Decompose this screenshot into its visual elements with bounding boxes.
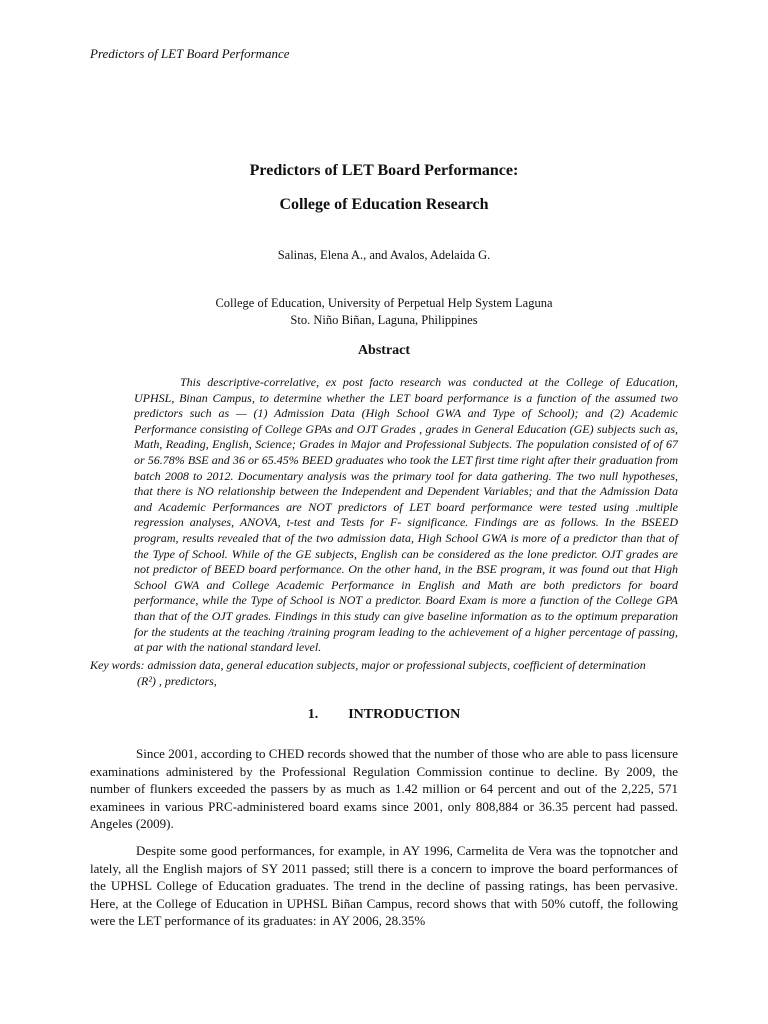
affiliation-line-1: College of Education, University of Perpetual Help System Laguna — [215, 296, 553, 310]
keywords — [90, 657, 690, 689]
section-heading — [0, 707, 768, 723]
paragraph-text: Since 2001, according to CHED records showed that the number of those who are able to pass licensure examinations administered by the Professional Regulation Commission continue to decline. By 2009, the number of flunkers exceeded the passers by as much as 1.42 million or 64 percent and out of the 2,225, 571 examinees in various PRC-administered board exams since 2001, only 808,884 or 36.35 percent had passed. Angeles (2009). — [90, 746, 678, 832]
abstract-text: This descriptive-correlative, ex post facto research was conducted at the College of Education, UPHSL, Binan Campus, to determine whether the LET board performance is a function of the assumed two predictors such as — (1) Admission Data (High School GWA and Type of School); and (2) Academic Performance consisting of College GPAs and OJT Grades , grades in General Education (GE) subjects such as, Math, Reading, English, Science; Grades in Major and Professional Subjects. The population consisted of of 67 or 56.78% BSE and 36 or 65.45% BEED graduates who took the LET first time right after their graduation from batch 2008 to 2012. Documentary analysis was the primary tool for data gathering. The two null hypotheses, that there is NO relationship between the Independent and Dependent Variables; and that the Admission Data and Academic Performances are NOT predictors of LET board performance were tested using .multiple regression analyses, ANOVA, t-test and Tests for F- significance. Findings are as follows. In the BSEED program, results revealed that of the two admission data, High School GWA is more of a predictor than that of the Type of School. While of the GE subjects, English can be considered as the lone predictor. OJT grades are not predictor of BEED board performance. On the other hand, in the BSE program, it was found out that High School GWA and College Academic Performance in English and Math are both predictors for board performance, while the Type of School is NOT a predictor. Board Exam is more a function of the College GPA than that of the OJT grades. Findings in this study can give baseline information as to the optimum preparation for the students at the teaching /training program leading to the achievement of a higher percentage of passing, at par with the national standard level. — [134, 375, 678, 655]
affiliation-line-2: Sto. Niño Biñan, Laguna, Philippines — [290, 313, 478, 327]
keywords-line-2: (R²) , predictors, — [137, 674, 217, 688]
running-header: Predictors of LET Board Performance — [90, 46, 290, 61]
abstract-body — [134, 375, 678, 656]
body-paragraph-2 — [90, 842, 678, 930]
paper-title-line-1: Predictors of LET Board Performance: — [249, 162, 519, 179]
authors: Salinas, Elena A., and Avalos, Adelaida G. — [277, 248, 491, 262]
section-number: 1. — [307, 707, 319, 722]
abstract-heading: Abstract — [357, 343, 411, 358]
paper-title-line-2: College of Education Research — [279, 196, 489, 213]
affiliation — [0, 295, 768, 329]
paragraph-text: Despite some good performances, for example, in AY 1996, Carmelita de Vera was the topnotcher and lately, all the English majors of SY 2011 passed; still there is a concern to improve the board performances of the UPHSL College of Education graduates. The trend in the decline of passing ratings, has been pervasive. Here, at the College of Education in UPHSL Biñan Campus, record shows that with 50% cutoff, the following were the LET performance of its graduates: in AY 2006, 28.35% — [90, 843, 678, 929]
section-title: INTRODUCTION — [348, 707, 461, 722]
body-paragraph-1 — [90, 745, 678, 833]
keywords-line-1: Key words: admission data, general education subjects, major or professional subjects, coefficient of determination — [90, 658, 646, 672]
